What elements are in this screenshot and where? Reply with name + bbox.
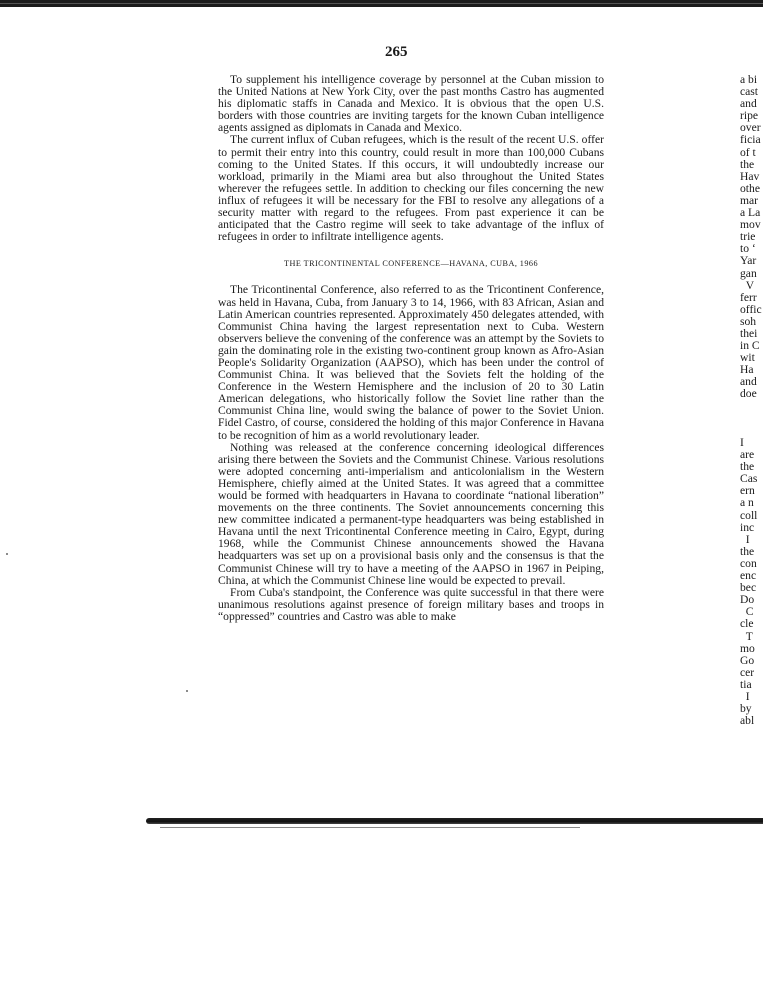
scan-speck bbox=[6, 553, 8, 555]
fragment-line: con bbox=[740, 556, 757, 570]
fragment-line: by bbox=[740, 702, 752, 716]
fragment-line: ficia bbox=[740, 133, 761, 147]
paragraph-tricontinental-conference: The Tricontinental Conference, also referred to as the Tricontinent Conference, was held in Havana, Cuba, from January 3 to 14, 1966, with 83 African, Asian and Latin American countries represented. Approximately 450 delegates attended, with Communist China having the largest representation next to Cuba. Western observers believe the convening of the conference was an attempt by the Soviets to gain the dominating role in the existing two-continent group known as Afro-Asian People's Solidarity Organization (AAPSO), which has been under the control of Communist China. It was believed that the Soviets felt the holding of the Conference in the Western Hemisphere and the inclusion of 20 to 30 Latin American delegations, who historically follow the Soviet line rather than the Communist China line, would swing the balance of power to the Soviet Union. Fidel Castro, of course, considered the holding of this major Conference in Havana to be recognition of him as a world revolutionary leader. bbox=[218, 283, 604, 442]
fragment-line: of t bbox=[740, 145, 756, 159]
fragment-line: I bbox=[740, 532, 750, 546]
fragment-line: tia bbox=[740, 677, 752, 691]
fragment-line: Go bbox=[740, 653, 755, 667]
paragraph-cuba-standpoint: From Cuba's standpoint, the Conference was quite successful in that there were unanimous resolutions against presence of foreign military bases and troops in “oppressed” countries and Castro was able to make bbox=[218, 585, 604, 623]
fragment-line: offic bbox=[740, 302, 762, 316]
fragment-line: cle bbox=[740, 617, 754, 631]
fragment-line: cer bbox=[740, 665, 755, 679]
fragment-line: thei bbox=[740, 326, 758, 340]
scan-speck bbox=[186, 690, 188, 692]
fragment-line: cast bbox=[740, 85, 759, 99]
adjacent-page-fragment-bottom bbox=[740, 437, 763, 727]
fragment-line: and bbox=[740, 97, 757, 111]
fragment-line: a La bbox=[740, 206, 761, 220]
fragment-line: I bbox=[740, 689, 750, 703]
fragment-line: othe bbox=[740, 181, 760, 195]
fragment-line: C bbox=[740, 605, 754, 619]
top-edge-rule-line bbox=[0, 3, 763, 4]
fragment-line: Do bbox=[740, 593, 755, 607]
paragraph-refugee-influx: The current influx of Cuban refugees, which is the result of the recent U.S. offer to permit their entry into this country, could result in more than 100,000 Cubans coming to the United States. If this occurs, it will undoubtedly increase our workload, primarily in the Miami area but also throughout the United States wherever the refugees settle. In addition to checking our files concerning the new influx of refugees it will be necessary for the FBI to resolve any allegations of a security matter with regard to the refugees. From past experience it can be anticipated that the Castro regime will seek to take advantage of the influx of refugees in order to infiltrate intelligence agents. bbox=[218, 133, 604, 244]
fragment-line: Yar bbox=[740, 254, 757, 268]
adjacent-page-fragment-top bbox=[740, 74, 763, 401]
fragment-line: in C bbox=[740, 339, 760, 353]
fragment-line: Ha bbox=[740, 363, 754, 377]
fragment-line: trie bbox=[740, 230, 756, 244]
fragment-line: over bbox=[740, 121, 761, 135]
bottom-edge-rule bbox=[146, 818, 763, 824]
fragment-line: and bbox=[740, 375, 757, 389]
fragment-line: a bi bbox=[740, 74, 758, 86]
fragment-line: wit bbox=[740, 351, 755, 365]
fragment-line: mov bbox=[740, 218, 761, 232]
fragment-line: T bbox=[740, 629, 753, 643]
page-number: 265 bbox=[385, 44, 408, 60]
paragraph-ideological-differences: Nothing was released at the conference concerning ideological differences arising there between the Soviets and the Communist Chinese. Various resolutions were adopted concerning anti-imperialism and anticolonialism in the Western Hemisphere, chiefly aimed at the United States. It was agreed that a committee would be formed with headquarters in Havana to coordinate “national liberation” movements on the three continents. The Soviet announcements concerning this new committee indicated a permanent-type headquarters was being established in Havana until the next Tricontinental Conference meeting in Cairo, Egypt, during 1968, while the Communist Chinese announcements showed the Havana headquarters was set up on a provisional basis only and the consensus is that the Communist Chinese will try to have a meeting of the AAPSO in 1967 in Peiping, China, at which the Communist Chinese line would be expected to prevail. bbox=[218, 440, 604, 587]
fragment-line: ripe bbox=[740, 109, 759, 123]
fragment-line: the bbox=[740, 157, 755, 171]
fragment-line: I bbox=[740, 437, 744, 449]
fragment-line: V bbox=[740, 278, 755, 292]
fragment-line: gan bbox=[740, 266, 757, 280]
paragraph-cuban-mission: To supplement his intelligence coverage by personnel at the Cuban mission to the United Nations at New York City, over the past months Castro has augmented his diplomatic staffs in Canada and Mexico. It is obvious that the open U.S. borders with those countries are inviting targets for the known Cuban intelligence agents assigned as diplomats in Canada and Mexico. bbox=[218, 73, 604, 135]
fragment-line: inc bbox=[740, 520, 755, 534]
fragment-line: to ‘ bbox=[740, 242, 756, 256]
fragment-line: bec bbox=[740, 581, 757, 595]
fragment-line: the bbox=[740, 544, 755, 558]
section-heading: THE TRICONTINENTAL CONFERENCE—HAVANA, CUBA, 1966 bbox=[284, 259, 538, 269]
fragment-line: enc bbox=[740, 569, 757, 583]
fragment-line: mar bbox=[740, 193, 759, 207]
fragment-line: ern bbox=[740, 484, 755, 498]
fragment-line: abl bbox=[740, 714, 755, 728]
main-text-column bbox=[218, 74, 604, 623]
fragment-line: doe bbox=[740, 387, 757, 401]
fragment-line: ferr bbox=[740, 290, 757, 304]
bottom-edge-rule-line bbox=[160, 827, 580, 828]
fragment-line: the bbox=[740, 460, 755, 474]
fragment-line: mo bbox=[740, 641, 755, 655]
fragment-line: a n bbox=[740, 496, 754, 510]
fragment-line: are bbox=[740, 448, 755, 462]
fragment-line: soh bbox=[740, 314, 757, 328]
fragment-line: Cas bbox=[740, 472, 758, 486]
fragment-line: Hav bbox=[740, 169, 760, 183]
fragment-line: coll bbox=[740, 508, 758, 522]
